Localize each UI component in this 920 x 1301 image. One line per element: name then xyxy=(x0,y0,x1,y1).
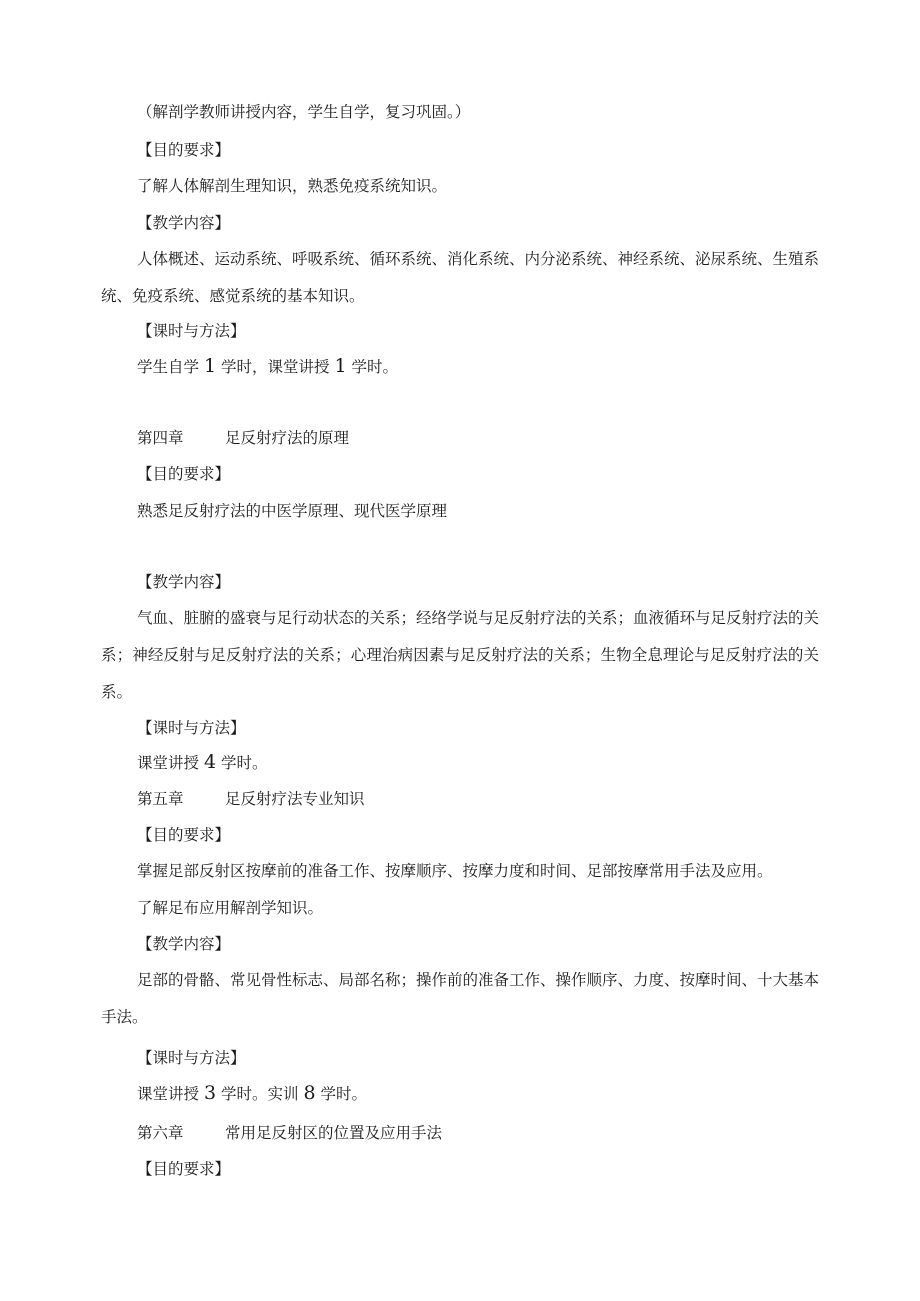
hours-number: 1 xyxy=(334,355,347,377)
hours-text xyxy=(137,752,268,773)
objective-heading: 【目的要求】 xyxy=(137,141,231,159)
hours-text-part: 学时。 xyxy=(220,754,268,772)
chapter-heading xyxy=(137,789,365,809)
chapter-label: 第四章 xyxy=(137,429,184,447)
hours-number: 4 xyxy=(203,751,217,773)
objective-heading: 【目的要求】 xyxy=(137,1160,231,1178)
hours-heading: 【课时与方法】 xyxy=(137,322,246,340)
objective-text: 了解足布应用解剖学知识。 xyxy=(137,899,324,917)
hours-text-part: 学时。 xyxy=(351,358,398,376)
hours-text-part: 学时。 xyxy=(320,1085,367,1103)
content-heading: 【教学内容】 xyxy=(137,573,231,591)
hours-number: 8 xyxy=(303,1082,316,1104)
chapter-title: 常用足反射区的位置及应用手法 xyxy=(225,1124,443,1142)
content-heading: 【教学内容】 xyxy=(137,214,231,232)
hours-text-part: 学生自学 xyxy=(137,358,200,376)
hours-number: 3 xyxy=(203,1082,217,1104)
hours-text-part: 课堂讲授 xyxy=(137,754,200,772)
objective-heading: 【目的要求】 xyxy=(137,465,231,483)
content-paragraph: 气血、脏腑的盛衰与足行动状态的关系；经络学说与足反射疗法的关系；血液循环与足反射疗法的关系；神经反射与足反射疗法的关系；心理治病因素与足反射疗法的关系；生物全息理论与足反射疗法的关系。 xyxy=(101,609,820,701)
chapter-heading xyxy=(137,1123,443,1143)
chapter-title: 足反射疗法专业知识 xyxy=(225,790,365,808)
hours-text-part: 课堂讲授 xyxy=(137,1085,200,1103)
hours-number: 1 xyxy=(203,355,217,377)
content-paragraph: 人体概述、运动系统、呼吸系统、循环系统、消化系统、内分泌系统、神经系统、泌尿系统、生殖系统、免疫系统、感觉系统的基本知识。 xyxy=(101,250,820,305)
chapter-label: 第五章 xyxy=(137,790,184,808)
hours-heading: 【课时与方法】 xyxy=(137,719,246,737)
hours-text-part: 学时，课堂讲授 xyxy=(220,358,330,376)
chapter-label: 第六章 xyxy=(137,1124,184,1142)
hours-text xyxy=(137,356,398,377)
hours-text-part: 学时。实训 xyxy=(220,1085,299,1103)
objective-heading: 【目的要求】 xyxy=(137,826,231,844)
content-paragraph: 足部的骨骼、常见骨性标志、局部名称；操作前的准备工作、操作顺序、力度、按摩时间、十大基本手法。 xyxy=(101,971,820,1026)
chapter-heading xyxy=(137,428,350,448)
hours-heading: 【课时与方法】 xyxy=(137,1049,246,1067)
hours-text xyxy=(137,1083,367,1104)
objective-text: 了解人体解剖生理知识，熟悉免疫系统知识。 xyxy=(137,177,448,195)
content-heading: 【教学内容】 xyxy=(137,935,231,953)
objective-text: 熟悉足反射疗法的中医学原理、现代医学原理 xyxy=(137,502,448,520)
objective-text: 掌握足部反射区按摩前的准备工作、按摩顺序、按摩力度和时间、足部按摩常用手法及应用。 xyxy=(137,862,773,880)
teaching-note: （解剖学教师讲授内容，学生自学，复习巩固。） xyxy=(137,103,471,121)
chapter-title: 足反射疗法的原理 xyxy=(225,429,350,447)
